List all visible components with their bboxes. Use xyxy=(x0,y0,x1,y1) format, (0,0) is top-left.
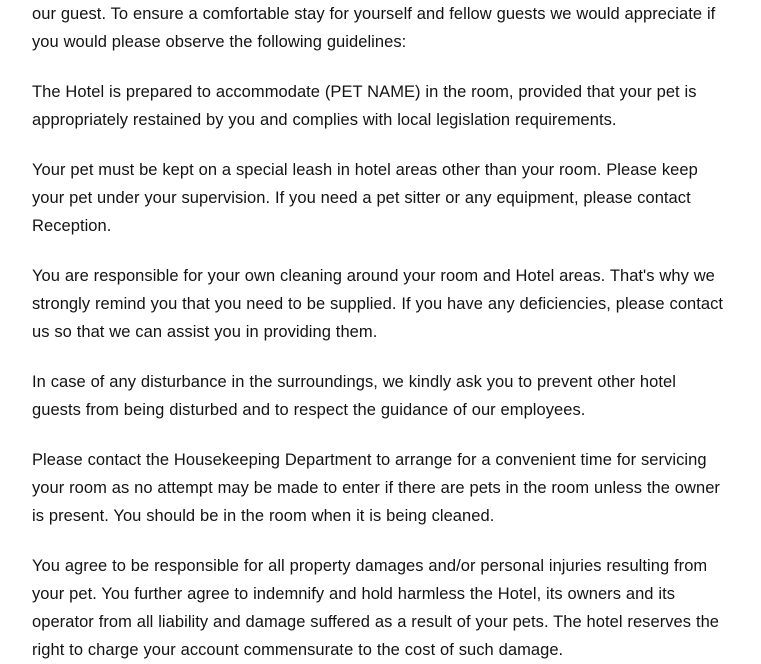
disturbance-paragraph-line-2: guests from being disturbed and to respect the guidance of our employees. xyxy=(32,401,586,419)
housekeeping-paragraph-line-3: owner is present. You should be in the room when it is being cleaned. xyxy=(32,479,720,525)
cleaning-paragraph xyxy=(32,262,729,346)
housekeeping-paragraph-line-2: your room as no attempt may be made to enter if there are pets in the room unless the xyxy=(32,479,670,497)
housekeeping-paragraph xyxy=(32,446,729,530)
accommodation-paragraph xyxy=(32,78,729,134)
cleaning-paragraph-line-2: strongly remind you that you need to be supplied. If you have any deficiencies, please xyxy=(32,295,665,313)
liability-paragraph-line-1: You agree to be responsible for all property damages and/or personal injuries resulting from xyxy=(32,557,708,575)
document-body xyxy=(32,0,729,664)
leash-paragraph-line-3: Reception. xyxy=(32,217,112,235)
intro-paragraph-line-3: if you would please observe the following guidelines: xyxy=(32,5,716,51)
disturbance-paragraph xyxy=(32,368,729,424)
leash-paragraph xyxy=(32,156,729,240)
cleaning-paragraph-line-1: You are responsible for your own cleaning around your room and Hotel areas. That's why we xyxy=(32,267,715,285)
liability-paragraph-line-4: the right to charge your account commensurate to the cost of such damage. xyxy=(32,613,720,659)
leash-paragraph-line-1: Your pet must be kept on a special leash in hotel areas other than your room. Please keep xyxy=(32,161,698,179)
intro-paragraph-line-2: our guest. To ensure a comfortable stay for yourself and fellow guests we would appreciate xyxy=(32,5,703,23)
housekeeping-paragraph-line-1: Please contact the Housekeeping Department to arrange for a convenient time for servicing xyxy=(32,451,707,469)
accommodation-paragraph-line-2: appropriately restained by you and complies with local legislation requirements. xyxy=(32,111,617,129)
liability-paragraph xyxy=(32,552,729,664)
disturbance-paragraph-line-1: In case of any disturbance in the surroundings, we kindly ask you to prevent other hotel xyxy=(32,373,676,391)
accommodation-paragraph-line-1: The Hotel is prepared to accommodate (PET NAME) in the room, provided that your pet is xyxy=(32,83,697,101)
liability-paragraph-line-2: your pet. You further agree to indemnify and hold harmless the Hotel, its owners and its xyxy=(32,585,676,603)
cleaning-paragraph-line-3: contact us so that we can assist you in providing them. xyxy=(32,295,724,341)
liability-paragraph-line-3: operator from all liability and damage suffered as a result of your pets. The hotel reserves xyxy=(32,613,692,631)
leash-paragraph-line-2: your pet under your supervision. If you need a pet sitter or any equipment, please contact xyxy=(32,189,691,207)
intro-paragraph xyxy=(32,0,729,56)
